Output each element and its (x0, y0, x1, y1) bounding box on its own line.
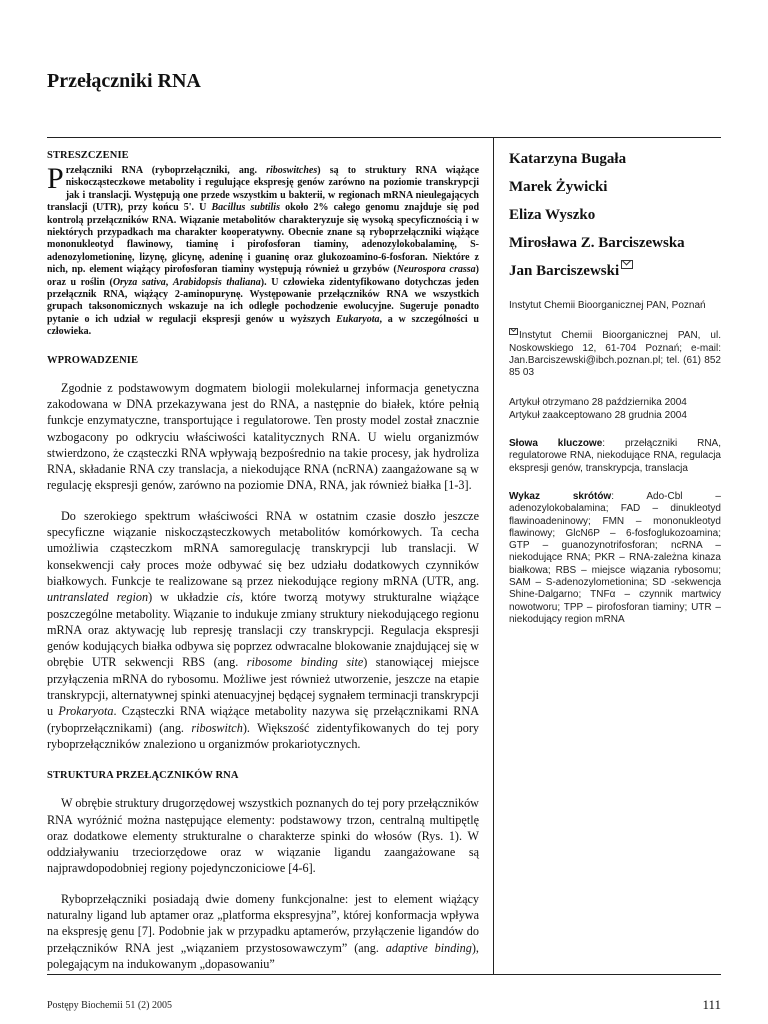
side-column (509, 150, 721, 636)
abbreviations: Wykaz skrótów: Ado-Cbl – adenozylokobalamina; FAD – dinukleotyd flawinoadeninowy; FMN – mononukleotyd flawinowy; GlcN6P – 6-fosfoglukozoamina; GTP – guanozynotrifosforan; ncRNA – niekodujące RNA; PKR – RNA-zależna kinaza białkowa; RBS – miejsce wiązania rybosomu; SAM – S-adenozylometionina; SD -sekwencja Shine-Dalgarno; TNFα – czynnik martwicy nowotworu; TPP – pirofosforan tiaminy; UTR – niekodujący region mRNA (509, 490, 721, 625)
intro-heading: WPROWADZENIE (47, 354, 139, 366)
structure-heading: STRUKTURA PRZEŁĄCZNIKÓW RNA (47, 770, 239, 782)
envelope-icon (621, 260, 633, 269)
correspondence: Instytut Chemii Bioorganicznej PAN, ul. Noskowskiego 12, 61-704 Poznań; e-mail: Jan.Barciszewski@ibch.poznan.pl; tel. (61) 852 85 03 (509, 330, 721, 379)
column-divider (493, 137, 494, 974)
article-dates: Artykuł otrzymano 28 października 2004 Artykuł zaakceptowano 28 grudnia 2004 (509, 397, 687, 421)
main-column (47, 150, 479, 986)
journal-citation: Postępy Biochemii 51 (2) 2005 (47, 1000, 172, 1011)
structure-paragraph-2: Ryboprzełączniki posiadają dwie domeny funkcjonalne: jest to element wiążący naturalny ligand lub aptamer oraz „platforma ekspresyjna”, której konformacja wpływa na ekspresję genu [7]. Podobnie jak w przypadku aptamerów, przyłączenie ligandów do przełączników RNA jest „wiązaniem przystosowawczym” (ang. adaptive binding), polegającym na indukowanym „dopasowaniu” (47, 891, 479, 971)
abstract-text: Przełączniki RNA (ryboprzełączniki, ang. riboswitches) są to struktury RNA wiążące niskocząsteczkowe metabolity i regulujące ekspresję genów zarówno na poziomie transkrypcji jak i translacji. Występują one przede wszystkim u bakterii, w regionach mRNA nieulegających translacji (UTR), przy końcu 5'. U Bacillus subtilis około 2% całego genomu znajduje się pod kontrolą przełączników RNA. Wiązanie metabolitów charakteryzuje się wysoką specyficznością i w niektórych przypadkach ma charakter kooperatywny. Obecnie znane są ryboprzełączniki wiążące mononukleotyd flawinowy, tiaminę i pirofosforan tiaminy, adenozylokobalaminę, S-adenozylometioninę, lizynę, glicynę, adeninę i guaninę oraz glukozoamino-6-fosforan. Niektóre z nich, np. element wiążący pirofosforan tiaminy występują również u grzybów (Neurospora crassa) oraz u roślin (Oryza sativa, Arabidopsis thaliana). U człowieka zidentyfikowano dotychczas jeden przełącznik RNA, wiążący 2-aminopurynę. Występowanie przełączników RNA we wszystkich grupach taksonomicznych wskazuje na ich odległe pochodzenie ewolucyjne. Sugeruje ponadto pytanie o ich udział w regulacji ekspresji genów u wyższych Eukaryota, a w szczególności u człowieka. (47, 162, 480, 338)
keywords: Słowa kluczowe: przełączniki RNA, regulatorowe RNA, niekodujące RNA, regulacja ekspresji genów, transkrypcja, translacja (509, 438, 721, 474)
article-title: Przełączniki RNA (47, 70, 201, 92)
envelope-small-icon (509, 328, 518, 335)
structure-paragraph-1: W obrębie struktury drugorzędowej wszystkich poznanych do tej pory przełączników RNA wyróżnić można następujące elementy: podstawowy trzon, centralną multipętlę oraz dodatkowe elementy strukturalne o charakterze spinki do włosów (Rys. 1). W oddziaływaniu trzeciorzędowe oraz w wiązanie ligandu zaangażowane są najprawdopodobniej regiony pojedynczoniciowe [4-6]. (47, 796, 479, 876)
author-3: Eliza Wyszko (509, 207, 596, 223)
author-1: Katarzyna Bugała (509, 151, 627, 167)
abstract-heading: STRESZCZENIE (47, 150, 129, 161)
institution: Instytut Chemii Bioorganicznej PAN, Poznań (509, 300, 706, 311)
author-2: Marek Żywicki (509, 179, 608, 195)
author-4: Mirosława Z. Barciszewska (509, 235, 685, 251)
header-rule (47, 137, 721, 138)
drop-cap: P (47, 162, 64, 195)
author-5: Jan Barciszewski (509, 262, 721, 280)
page-number: 111 (702, 997, 721, 1012)
intro-paragraph-2: Do szerokiego spektrum właściwości RNA w ostatnim czasie doszło jeszcze specyficzne wiązanie niskocząsteczkowych metabolitów komórkowych. Ta cecha umożliwia cząsteczkom mRNA samoregulację transkrypcji lub translacji. W konsekwencji cały proces może odbywać się bez udziału dodatkowych czynników białkowych. Funkcje te realizowane są przez niekodujące regiony mRNA (UTR, ang. untranslated region) w układzie cis, które tworzą motywy strukturalne wiążące poszczególne metabolity. Wiązanie to indukuje zmiany struktury niekodującego regionu mRNA oraz aktywację lub represję translacji czy transkrypcji. Regulacja ekspresji genów kodujących białka odbywa się poprzez odwracalne blokowanie znajdującej się w obrębie UTR sekwencji RBS (ang. ribosome binding site) stanowiącej miejsce przyłączenia mRNA do rybosomu. Możliwe jest również utworzenie, jeszcze na etapie transkrypcji, alternatywnej spinki atenuacyjnej będącej sygnałem terminacji transkrypcji u Prokaryota. Cząsteczki RNA wiążące metabolity nazywa się przełącznikami RNA (ryboprzełącznikami) (ang. riboswitch). Większość zidentyfikowanych do tej pory ryboprzełączników znaleziono u organizmów prokariotycznych. (47, 508, 480, 751)
intro-paragraph-1: Zgodnie z podstawowym dogmatem biologii molekularnej informacja genetyczna zakodowana w DNA przekazywana jest do RNA, a następnie do białek, które pełnią funkcje enzymatyczne, transportujące i regulatorowe. Ten prosty model został znacznie wzbogacony po odkryciu właściwości katalitycznych RNA. U wielu organizmów stwierdzono, że cząsteczki RNA wpływają bezpośrednio na takie procesy, jak hydroliza RNA, składanie RNA czy translacja, a niekodujące RNA (ncRNA) zaangażowane są w regulację ekspresji genów, zarówno na poziomie DNA, RNA, jak również białka [1-3]. (47, 380, 479, 493)
